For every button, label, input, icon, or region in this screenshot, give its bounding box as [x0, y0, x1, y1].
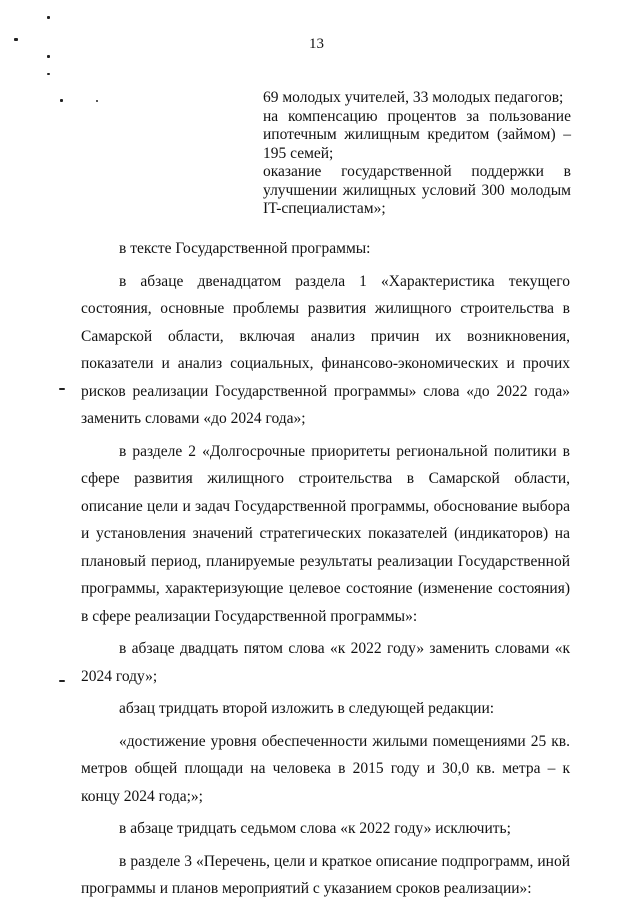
quote-continuation: [263, 89, 571, 219]
scan-mark: [47, 73, 50, 75]
quote-line: 69 молодых учителей, 33 молодых педагогов;: [263, 89, 564, 106]
paragraph: в тексте Государственной программы:: [119, 240, 371, 257]
scan-mark: [47, 16, 50, 19]
quote-line: оказание государственной поддержки в: [263, 163, 571, 180]
quote-line: 195 семей;: [263, 144, 334, 162]
scan-mark: [47, 55, 50, 58]
scan-mark: [59, 388, 65, 390]
quote-line: улучшении жилищных условий 300 молодым: [263, 181, 571, 199]
page-number: 13: [309, 36, 324, 52]
scan-mark: [60, 99, 63, 102]
scan-mark: [59, 680, 65, 682]
paragraph: в разделе 3 «Перечень, цели и краткое описание подпрограмм, иной программы и планов мероприятий с указанием сроков реализации»:: [81, 852, 570, 897]
paragraph: в абзаце двенадцатом раздела 1 «Характеристика текущего состояния, основные проблемы развития жилищного строительства в Самарской области, включая анализ причин их возникновения, показатели и анализ социальных, финансово-экономических и прочих рисков реализации Государственной программы» слова «до 2022 года» заменить словами «до 2024 года»;: [81, 272, 570, 427]
document-body: [81, 235, 570, 903]
paragraph: в абзаце двадцать пятом слова «к 2022 году» заменить словами «к 2024 году»;: [81, 640, 570, 685]
scan-mark: [96, 100, 98, 102]
quote-line: IT-специалистам»;: [263, 200, 386, 217]
paragraph: «достижение уровня обеспеченности жилыми помещениями 25 кв. метров общей площади на человека в 2015 году и 30,0 кв. метра – к концу 2024 года;»;: [81, 732, 570, 805]
quote-line: на компенсацию процентов за пользование: [263, 107, 571, 125]
quote-line: ипотечным жилищным кредитом (займом) –: [263, 126, 571, 143]
paragraph: в абзаце тридцать седьмом слова «к 2022 году» исключить;: [119, 820, 511, 837]
paragraph: абзац тридцать второй изложить в следующей редакции:: [119, 700, 495, 717]
paragraph: в разделе 2 «Долгосрочные приоритеты региональной политики в сфере развития жилищного строительства в Самарской области, описание цели и задач Государственной программы, обоснование выбора и установления значений стратегических показателей (индикаторов) на плановый период, планируемые результаты реализации Государственной программы, характеризующие целевое состояние (изменение состояния) в сфере реализации Государственной программы»:: [81, 442, 570, 625]
